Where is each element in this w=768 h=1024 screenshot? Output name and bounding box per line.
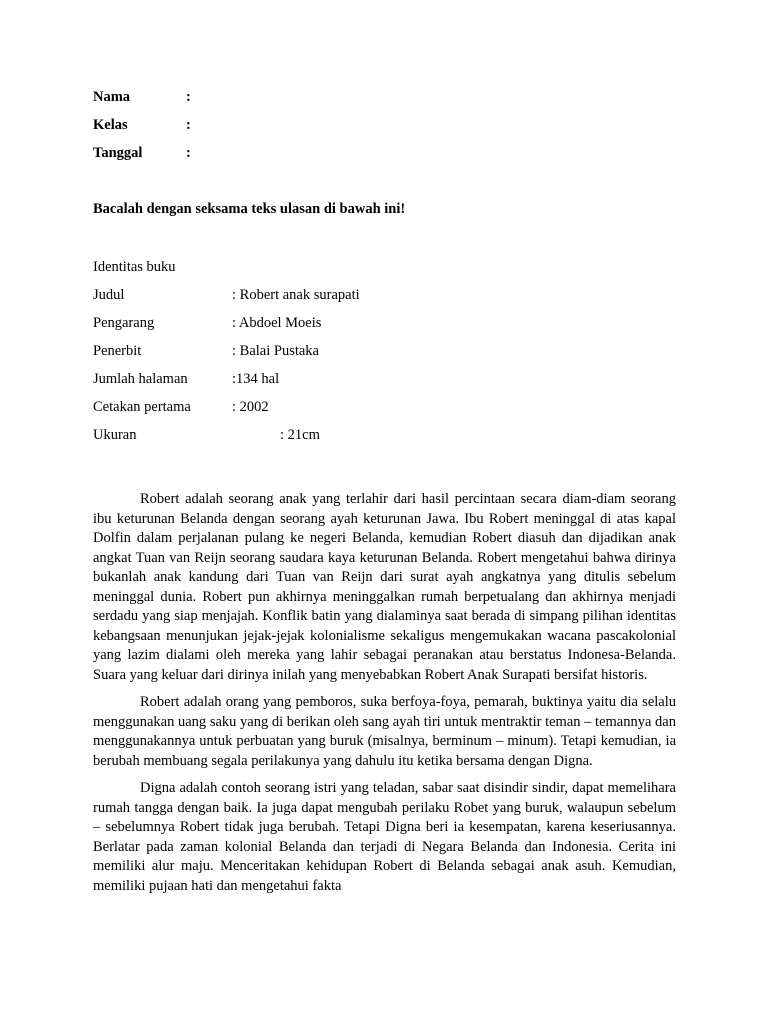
- identity-label: Ukuran: [93, 427, 137, 443]
- field-label: Tanggal: [93, 145, 143, 161]
- identity-label: Jumlah halaman: [93, 371, 188, 387]
- instruction-text: Bacalah dengan seksama teks ulasan di bawah ini!: [93, 201, 406, 217]
- field-colon: :: [186, 145, 191, 161]
- identity-value: : Robert anak surapati: [232, 287, 360, 303]
- paragraph: Digna adalah contoh seorang istri yang teladan, sabar saat disindir sindir, dapat memelihara rumah tangga dengan baik. Ia juga dapat mengubah perilaku Robet yang buruk, walaupun sebelum – sebelumnya Robert tidak juga berubah. Tetapi Digna beri ia kesempatan, karena keseriusannya. Berlatar pada zaman kolonial Belanda dan terjadi di Negara Belanda dan Indonesia. Cerita ini memiliki alur maju. Menceritakan kehidupan Robert di Belanda sebagai anak asuh. Kemudian, memiliki pujaan hati dan mengetahui fakta: [93, 780, 676, 894]
- identity-row-jumlah-halaman: [93, 370, 693, 388]
- review-body: [93, 490, 676, 904]
- identity-row-cetakan-pertama: [93, 398, 693, 416]
- paragraph: Robert adalah orang yang pemboros, suka berfoya-foya, pemarah, buktinya yaitu dia selalu menggunakan uang saku yang di berikan oleh sang ayah tiri untuk mentraktir teman – temannya dan menggunakannya untuk perbuatan yang buruk (misalnya, berminum – minum). Tetapi kemudian, ia berubah membuang segala perilakunya yang dahulu itu ketika bersama dengan Digna.: [93, 694, 676, 769]
- field-colon: :: [186, 89, 191, 105]
- identity-value: : 2002: [232, 399, 269, 415]
- identity-row-penerbit: [93, 342, 693, 360]
- identity-label: Pengarang: [93, 315, 155, 331]
- identity-label: Judul: [93, 287, 125, 303]
- identity-value: : Abdoel Moeis: [232, 315, 322, 331]
- identity-row-ukuran: [93, 426, 693, 444]
- identity-label: Penerbit: [93, 343, 142, 359]
- field-colon: :: [186, 117, 191, 133]
- field-label: Nama: [93, 89, 131, 105]
- identity-value: :134 hal: [232, 371, 280, 387]
- paragraph: Robert adalah seorang anak yang terlahir dari hasil percintaan secara diam-diam seorang ibu keturunan Belanda dengan seorang ayah keturunan Jawa. Ibu Robert meninggal di atas kapal Dolfin dalam perjalanan pulang ke negeri Belanda, kemudian Robert diasuh dan dijadikan anak angkat Tuan van Reijn seorang saudara kaya keturunan Belanda. Robert mengetahui bahwa dirinya bukanlah anak kandung dari Tuan van Reijn dari surat ayah angkatnya yang ditulis sebelum meninggal dunia. Robert pun akhirnya meninggalkan rumah berpetualang dan akhirnya menjadi serdadu yang siap menjajah. Konflik batin yang dialaminya saat berada di simpang pilihan identitas kebangsaan menunjukan jejak-jejak kolonialisme sekaligus mengemukakan wacana pascakolonial yang lazim dialami oleh mereka yang lahir sebagai peranakan atau berstatus Indonesa-Belanda. Suara yang keluar dari dirinya inilah yang menyebabkan Robert Anak Surapati bersifat historis.: [93, 491, 676, 683]
- identity-title: Identitas buku: [93, 259, 176, 275]
- identity-value: : 21cm: [280, 427, 320, 443]
- identity-label: Cetakan pertama: [93, 399, 191, 415]
- identity-row-pengarang: [93, 314, 693, 332]
- identity-row-judul: [93, 286, 693, 304]
- field-label: Kelas: [93, 117, 128, 133]
- identity-value: : Balai Pustaka: [232, 343, 319, 359]
